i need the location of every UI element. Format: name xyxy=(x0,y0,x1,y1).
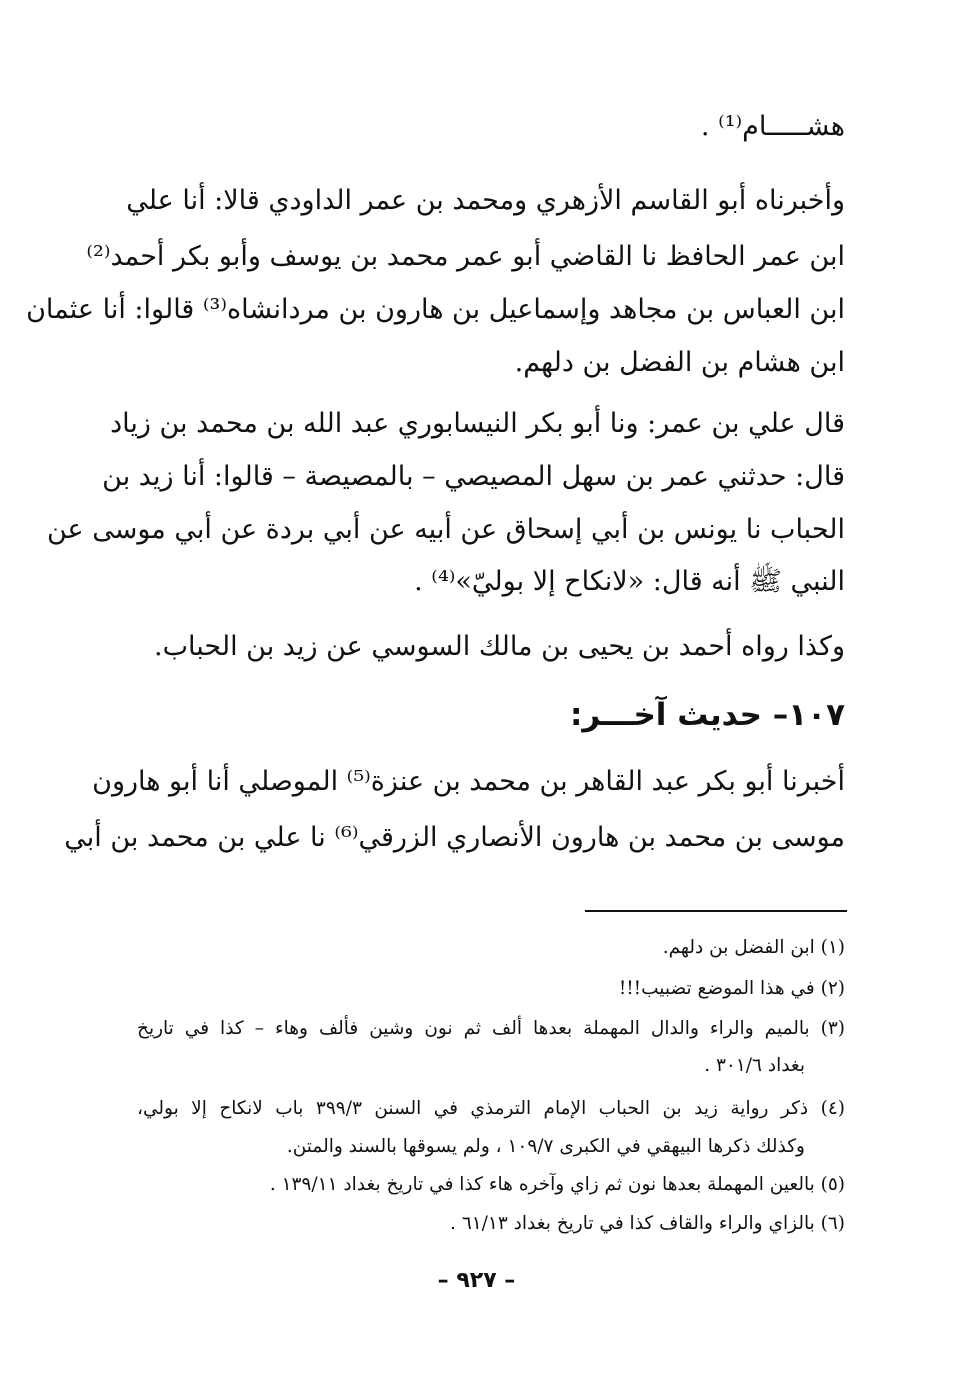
text-line: وكذا رواه أحمد بن يحيى بن مالك السوسي عن زيد بن الحباب. xyxy=(154,631,845,662)
text-line: هشـــــام⁽¹⁾ . xyxy=(700,111,845,142)
section-heading: ١٠٧– حديث آخـــر: xyxy=(570,697,845,733)
text-line: قال: حدثني عمر بن سهل المصيصي – بالمصيصة – قالوا: أنا زيد بن xyxy=(102,461,845,492)
text-line: موسى بن محمد بن هارون الأنصاري الزرقي⁽⁶⁾ نا علي بن محمد بن أبي xyxy=(64,822,845,853)
footnote-separator xyxy=(585,910,847,912)
footnote: (٢) في هذا الموضع تضبيب!!! xyxy=(618,978,845,999)
text-line: الحباب نا يونس بن أبي إسحاق عن أبيه عن أبي بردة عن أبي موسى عن xyxy=(46,514,845,545)
text-line: ابن عمر الحافظ نا القاضي أبو عمر محمد بن يوسف وأبو بكر أحمد⁽²⁾ xyxy=(86,241,845,272)
footnote-continuation: بغداد ٣٠١/٦ . xyxy=(704,1055,805,1076)
footnote: (٤) ذكر رواية زيد بن الحباب الإمام الترمذي في السنن ٣٩٩/٣ باب لانكاح إلا بولي، xyxy=(137,1098,845,1119)
text-line: أخبرنا أبو بكر عبد القاهر بن محمد بن عنزة⁽⁵⁾ الموصلي أنا أبو هارون xyxy=(92,766,845,797)
text-line: ابن هشام بن الفضل بن دلهم. xyxy=(514,347,845,378)
footnote-continuation: وكذلك ذكرها البيهقي في الكبرى ١٠٩/٧ ، ولم يسوقها بالسند والمتن. xyxy=(286,1136,805,1157)
footnote: (٦) بالزاي والراء والقاف كذا في تاريخ بغداد ٦١/١٣ . xyxy=(450,1213,845,1234)
footnote: (١) ابن الفضل بن دلهم. xyxy=(662,937,845,958)
text-line: وأخبرناه أبو القاسم الأزهري ومحمد بن عمر الداودي قالا: أنا علي xyxy=(126,185,845,216)
text-line: ابن العباس بن مجاهد وإسماعيل بن هارون بن مردانشاه⁽³⁾ قالوا: أنا عثمان xyxy=(26,294,845,325)
text-line: قال علي بن عمر: ونا أبو بكر النيسابوري عبد الله بن محمد بن زياد xyxy=(110,408,845,439)
text-line: النبي ﷺ أنه قال: «لانكاح إلا بوليّ»⁽⁴⁾ . xyxy=(414,566,845,597)
page-number: – ٩٢٧ – xyxy=(437,1268,516,1293)
footnote: (٣) بالميم والراء والدال المهملة بعدها ألف ثم نون وشين فألف وهاء – كذا في تاريخ xyxy=(137,1018,845,1039)
footnote: (٥) بالعين المهملة بعدها نون ثم زاي وآخره هاء كذا في تاريخ بغداد ١٣٩/١١ . xyxy=(269,1174,845,1195)
